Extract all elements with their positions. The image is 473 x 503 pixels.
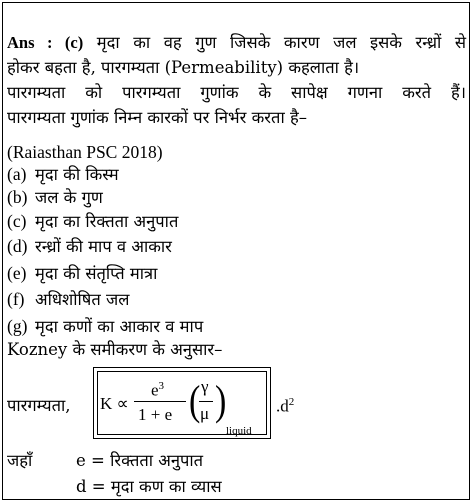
factor-item: (a) मृदा की किस्म (7, 164, 119, 184)
right-paren: ) (215, 378, 227, 425)
factor-item: (d) रन्ध्रों की माप व आकार (7, 236, 172, 256)
factor-item: (g) मृदा कणों का आकार व माप (7, 316, 204, 336)
factor-item: (e) मृदा की संतृप्ति मात्रा (7, 263, 158, 283)
formula-numerator: $e^3$ (151, 380, 165, 400)
fraction-bar (134, 401, 186, 402)
definition-d: d = मृदा कण का व्यास (76, 477, 222, 496)
intro-text-1: मृदा का वह गुण जिसके कारण जल इसके रन्ध्रों से (96, 33, 466, 52)
factor-item: (b) जल के गुण (7, 187, 103, 207)
formula-label: पारगम्यता, (7, 396, 71, 415)
ratio-bar (199, 401, 213, 402)
formula-tail: $.d^2$ (276, 396, 295, 416)
intro-line-1 (7, 33, 466, 53)
formula-subscript: liquid (226, 425, 252, 437)
source-note: (Raiasthan PSC 2018) (7, 142, 163, 162)
formula-mu: μ (200, 404, 210, 423)
factor-item: (c) मृदा का रिक्तता अनुपात (7, 211, 179, 231)
intro-line-4: पारगम्यता गुणांक निम्न कारकों पर निर्भर करता है– (7, 108, 307, 127)
intro-line-2: होकर बहता है, पारगम्यता (Permeability) कहलाता है। (7, 58, 360, 77)
kozney-heading: Kozney के समीकरण के अनुसार– (7, 340, 223, 359)
definition-e: e = रिक्तता अनुपात (76, 451, 204, 470)
formula-denominator: 1 + e (138, 405, 173, 424)
formula-k: K ∝ (100, 394, 129, 413)
kozney-formula (93, 367, 271, 439)
factor-item: (f) अधिशोषित जल (7, 289, 130, 309)
where-label: जहाँ (7, 451, 33, 470)
formula-gamma: γ (201, 377, 209, 396)
left-paren: ( (189, 378, 201, 425)
answer-label: Ans : (c) (7, 33, 84, 52)
intro-line-3: पारगम्यता को पारगम्यता गुणांक के सापेक्ष गणना करते हैं। (7, 83, 466, 102)
